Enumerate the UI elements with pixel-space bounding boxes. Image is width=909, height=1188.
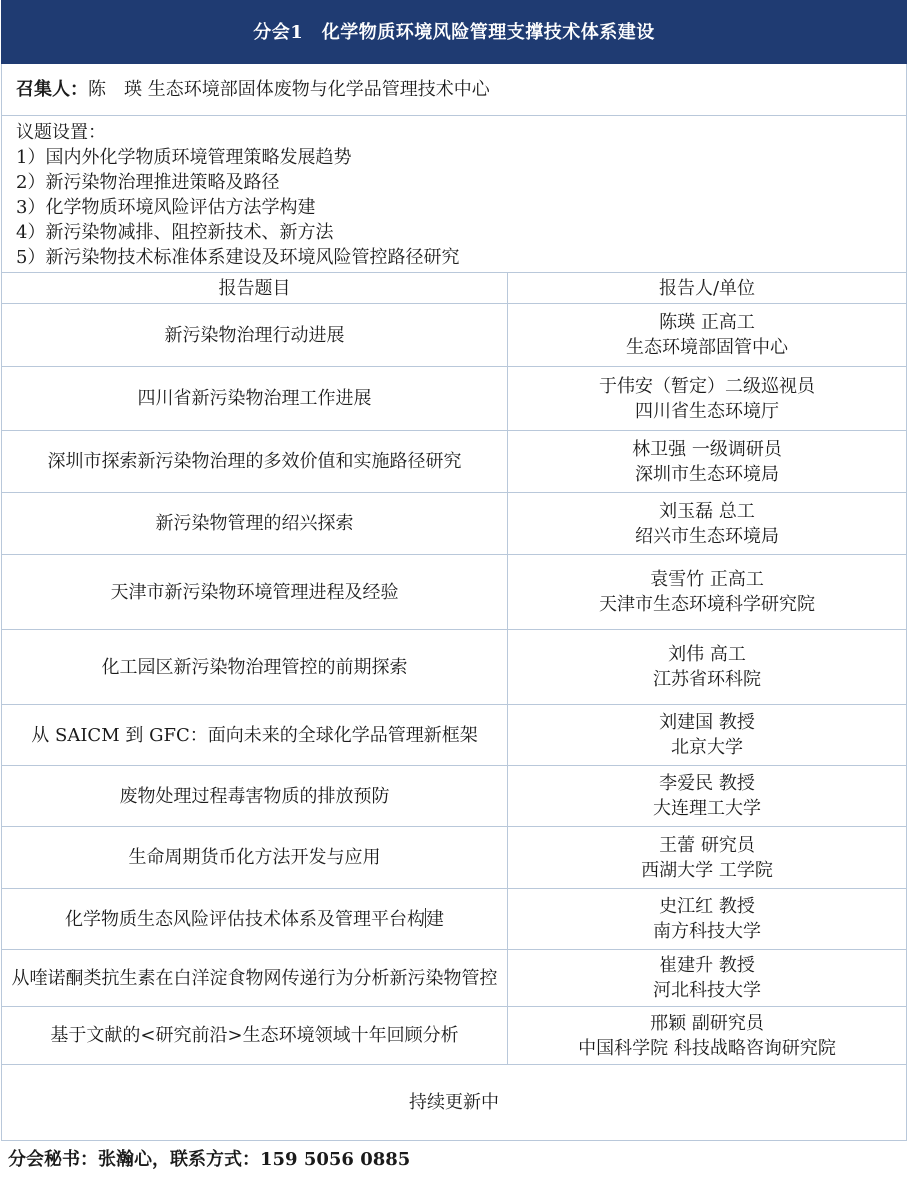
report-title: 天津市新污染物环境管理进程及经验 <box>2 555 508 630</box>
speaker-cell <box>508 1007 907 1065</box>
session-table <box>1 0 907 1141</box>
speaker-org: 西湖大学 工学院 <box>641 859 773 881</box>
report-title: 生命周期货币化方法开发与应用 <box>2 827 508 889</box>
table-row <box>2 304 907 367</box>
speaker-cell <box>508 304 907 367</box>
speaker-cell <box>508 431 907 493</box>
table-row <box>2 555 907 630</box>
speaker-name: 刘伟 高工 <box>668 644 746 665</box>
topic-item: 2）新污染物治理推进策略及路径 <box>16 172 280 193</box>
speaker-org: 生态环境部固管中心 <box>626 337 788 358</box>
table-row <box>2 367 907 431</box>
report-title: 深圳市探索新污染物治理的多效价值和实施路径研究 <box>2 431 508 493</box>
report-title: 化工园区新污染物治理管控的前期探索 <box>2 630 508 705</box>
speaker-name: 李爱民 教授 <box>659 773 755 794</box>
convener-value: 陈 瑛 生态环境部固体废物与化学品管理技术中心 <box>88 79 490 100</box>
speaker-name: 刘玉磊 总工 <box>659 500 755 522</box>
speaker-cell <box>508 705 907 766</box>
speaker-cell <box>508 367 907 431</box>
speaker-cell <box>508 493 907 555</box>
speaker-cell <box>508 889 907 950</box>
speaker-org: 天津市生态环境科学研究院 <box>599 594 815 615</box>
report-title: 废物处理过程毒害物质的排放预防 <box>2 766 508 827</box>
speaker-name: 崔建升 教授 <box>659 955 755 976</box>
topic-item: 1）国内外化学物质环境管理策略发展趋势 <box>16 147 352 168</box>
speaker-name: 王蕾 研究员 <box>659 834 755 856</box>
topic-item: 5）新污染物技术标准体系建设及环境风险管控路径研究 <box>16 247 460 268</box>
report-title: 从喹诺酮类抗生素在白洋淀食物网传递行为分析新污染物管控 <box>2 950 508 1007</box>
report-title: 四川省新污染物治理工作进展 <box>2 367 508 431</box>
topic-item: 3）化学物质环境风险评估方法学构建 <box>16 197 316 218</box>
table-row <box>2 630 907 705</box>
speaker-org: 南方科技大学 <box>653 921 761 942</box>
report-title-part: 化学物质生态风险评估技术体系及管理平台构 <box>65 908 425 930</box>
speaker-name: 林卫强 一级调研员 <box>632 438 782 460</box>
speaker-name: 刘建国 教授 <box>659 712 755 733</box>
table-row <box>2 1007 907 1065</box>
report-title: 新污染物管理的绍兴探索 <box>2 493 508 555</box>
update-notice: 持续更新中 <box>2 1065 907 1141</box>
report-title: 新污染物治理行动进展 <box>2 304 508 367</box>
report-title <box>2 889 508 950</box>
speaker-cell <box>508 630 907 705</box>
topics-cell <box>2 116 907 273</box>
speaker-org: 北京大学 <box>671 737 743 758</box>
table-row <box>2 950 907 1007</box>
speaker-org: 四川省生态环境厅 <box>635 400 779 422</box>
table-row <box>2 827 907 889</box>
speaker-org: 江苏省环科院 <box>653 669 761 690</box>
speaker-org: 河北科技大学 <box>653 980 761 1001</box>
speaker-cell <box>508 766 907 827</box>
speaker-cell <box>508 827 907 889</box>
table-header-row <box>2 273 907 304</box>
table-row <box>2 889 907 950</box>
convener-label: 召集人： <box>16 79 88 100</box>
speaker-name: 邢颖 副研究员 <box>650 1012 764 1034</box>
report-title: 基于文献的<研究前沿>生态环境领域十年回顾分析 <box>2 1007 508 1065</box>
topic-item: 4）新污染物减排、阻控新技术、新方法 <box>16 222 334 243</box>
header-speaker: 报告人/单位 <box>508 273 907 304</box>
topics-heading: 议题设置： <box>16 122 106 143</box>
session-sheet <box>1 0 906 1141</box>
speaker-cell <box>508 950 907 1007</box>
speaker-org: 中国科学院 科技战略咨询研究院 <box>578 1037 836 1059</box>
speaker-name: 史江红 教授 <box>659 896 755 917</box>
header-report-title: 报告题目 <box>2 273 508 304</box>
speaker-name: 于伟安（暂定）二级巡视员 <box>599 375 815 397</box>
report-title: 从 SAICM 到 GFC：面向未来的全球化学品管理新框架 <box>2 705 508 766</box>
speaker-org: 大连理工大学 <box>653 798 761 819</box>
table-row <box>2 431 907 493</box>
table-row <box>2 766 907 827</box>
speaker-cell <box>508 555 907 630</box>
speaker-name: 陈瑛 正高工 <box>659 312 755 333</box>
speaker-name: 袁雪竹 正高工 <box>650 569 764 590</box>
table-row <box>2 705 907 766</box>
report-title-part: 建 <box>426 908 444 930</box>
convener-row <box>2 64 907 116</box>
session-title: 分会1 化学物质环境风险管理支撑技术体系建设 <box>2 1 907 64</box>
table-row <box>2 493 907 555</box>
speaker-org: 深圳市生态环境局 <box>635 463 779 485</box>
secretary-contact: 分会秘书：张瀚心，联系方式：159 5056 0885 <box>8 1149 411 1170</box>
speaker-org: 绍兴市生态环境局 <box>635 525 779 547</box>
